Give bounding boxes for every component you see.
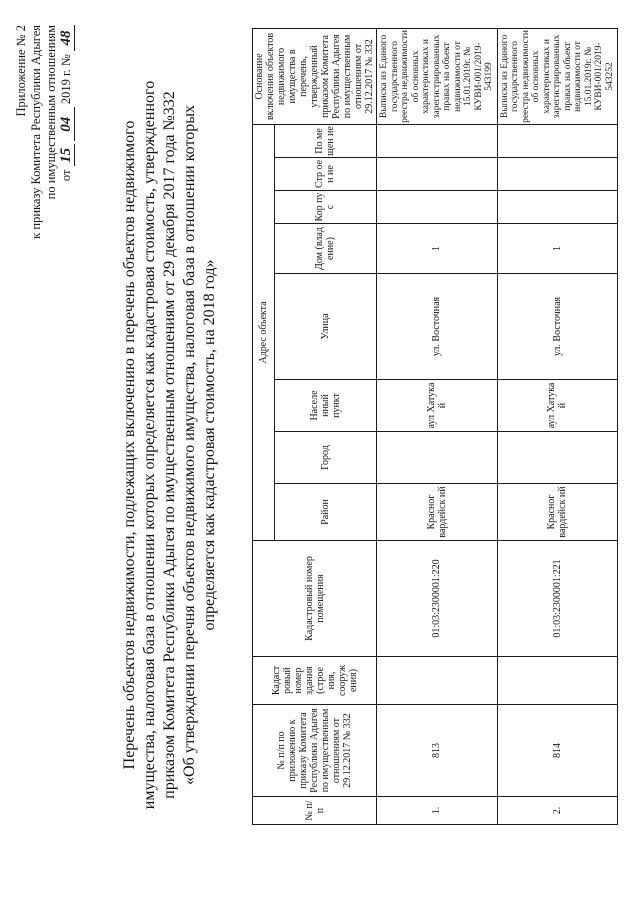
header-house: Дом (влад ение) xyxy=(274,224,376,274)
header-building: Стр оен ие xyxy=(274,158,376,191)
header-list-num: № п/п по приложению к приказу Комитета Республики Адыгея по имущественным отношениям от 29.12.2017 № 332 xyxy=(253,705,377,797)
table-row xyxy=(497,28,618,824)
cell-list-num: 813 xyxy=(377,705,498,797)
header-premises-cadastral: Кадастровый номер помещения xyxy=(253,541,377,657)
cell-building-cadastral xyxy=(497,657,618,705)
title-line-4: «Об утверждении перечня объектов недвижимого имущества, налоговая база в отношении которых xyxy=(181,105,198,785)
cell-num: 1. xyxy=(377,797,498,825)
cell-premises-cadastral: 01:03:2300001:221 xyxy=(497,541,618,657)
cell-city xyxy=(377,432,498,484)
cell-building xyxy=(377,158,498,191)
table-row xyxy=(377,28,498,824)
appendix-number: Приложение № 2 xyxy=(14,25,28,117)
cell-building xyxy=(497,158,618,191)
date-prefix: от xyxy=(59,169,73,182)
title-line-5: определяется как кадастровая стоимость, на 2018 год» xyxy=(201,259,218,631)
order-number: 48 xyxy=(59,25,75,51)
cell-house: 1 xyxy=(377,224,498,274)
header-num: № п/п xyxy=(253,797,377,825)
date-year: 2019 г. № xyxy=(59,54,73,105)
cell-settlement: аул Хатукa й xyxy=(377,380,498,432)
header-basis: Основание включения объектов недвижимого имущества в перечень, утвержденный приказом Комитета Республики Адыгея по имущественным отношениям от 29.12.2017 № 332 xyxy=(253,28,377,124)
cell-basis: Выписка из Единого государственного реестра недвижимости об основных характеристиках и зарегистрированных правах на объект недвижимости от 15.01.2019г. № КУВИ-001/2019-543252 xyxy=(497,28,618,124)
appendix-block xyxy=(14,25,75,305)
header-room: По ме щен ие xyxy=(274,124,376,157)
header-city: Город xyxy=(274,432,376,484)
cell-street: ул. Восточная xyxy=(497,274,618,380)
cell-city xyxy=(497,432,618,484)
objects-table xyxy=(252,28,618,825)
cell-settlement: аул Хатука й xyxy=(497,380,618,432)
cell-building-cadastral xyxy=(377,657,498,705)
cell-house: 1 xyxy=(497,224,618,274)
header-street: Улица xyxy=(274,274,376,380)
cell-district: Красног вардейск ий xyxy=(497,484,618,541)
cell-corpus xyxy=(497,191,618,224)
cell-num: 2. xyxy=(497,797,618,825)
cell-list-num: 814 xyxy=(497,705,618,797)
title-line-3: приказом Комитета Республики Адыгея по имущественным отношениям от 29 декабря 2017 года №332 xyxy=(161,91,178,799)
appendix-date-line xyxy=(59,25,75,305)
cell-premises-cadastral: 01:03:2300001:220 xyxy=(377,541,498,657)
header-address: Адрес объекта xyxy=(253,124,275,540)
header-settlement: Населе нный пункт xyxy=(274,380,376,432)
header-building-cadastral: Кадаст ровый номер здания (строе ния, сооруж ения) xyxy=(253,657,377,705)
header-corpus: Кор пус xyxy=(274,191,376,224)
cell-room xyxy=(377,124,498,157)
cell-street: ул. Восточная xyxy=(377,274,498,380)
cell-corpus xyxy=(377,191,498,224)
document-title xyxy=(120,55,220,835)
date-month: 04 xyxy=(59,107,75,141)
cell-room xyxy=(497,124,618,157)
header-district: Район xyxy=(274,484,376,541)
appendix-committee: по имущественным отношениям xyxy=(44,25,58,200)
date-day: 15 xyxy=(59,144,75,166)
cell-basis: Выписка из Единого государственного реестра недвижимости об основных характеристиках и зарегистрированных правах на объект недвижимости от 15.01.2019г. № КУВИ-001/2019-543199 xyxy=(377,28,498,124)
title-line-1: Перечень объектов недвижимости, подлежащих включению в перечень объектов недвижимого xyxy=(121,120,138,770)
appendix-order-ref: к приказу Комитета Республики Адыгея xyxy=(29,25,43,239)
title-line-2: имущества, налоговая база в отношении которых определяется как кадастровая стоимость, утвержденного xyxy=(141,80,158,810)
cell-district: Красног вардейск ий xyxy=(377,484,498,541)
